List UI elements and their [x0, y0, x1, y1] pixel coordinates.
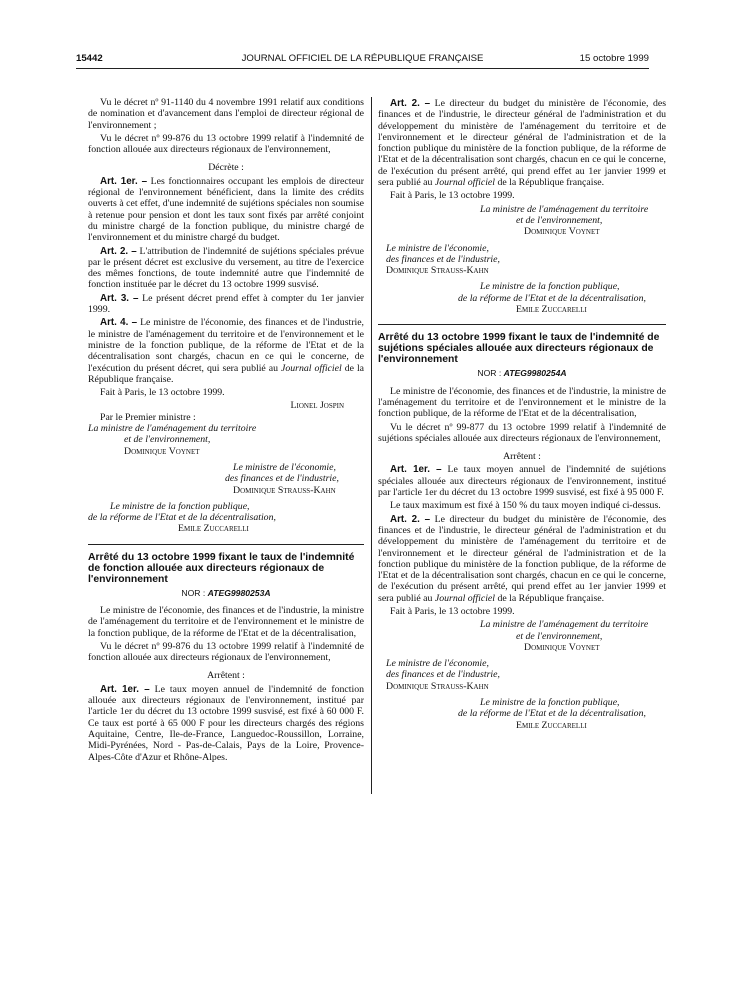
signature-title: Le ministre de la fonction publique,: [480, 281, 620, 293]
article-label: Art. 1er. –: [100, 175, 148, 187]
signature-title: La ministre de l'aménagement du territoire: [480, 619, 649, 631]
visa-paragraph: Vu le décret nº 99-876 du 13 octobre 1999 relatif à l'indemnité de fonction allouée aux directeurs régionaux de l'environnement,: [88, 132, 364, 156]
signature-title: La ministre de l'aménagement du territoire: [480, 203, 649, 215]
article-1-paragraph: Le taux maximum est fixé à 150 % du taux moyen indiqué ci-dessus.: [390, 500, 661, 512]
signatory-name: Emile Zuccarelli: [516, 719, 587, 731]
preamble: Le ministre de l'économie, des finances et de l'industrie, la ministre de l'aménagement du territoire et de l'environnement et le ministre de la fonction publique, de la réforme de l'Etat et de la décentralisation,: [88, 604, 364, 639]
article-text: Le taux moyen annuel de l'indemnité de fonction allouée aux directeurs régionaux de l'environnement, institué par l'article 1er du décret du 13 octobre 1999 susvisé, est fixé à 60 000 F. Ce taux est porté à 65 000 F pour les directeurs chargés des régions Aquitaine, Centre, Ile-de-France, Languedoc-Roussillon, Lorraine, Midi-Pyrénées, Nord - Pas-de-Calais, Pays de la Loire, Provence-Alpes-Côte d'Azur et Rhône-Alpes.: [88, 683, 365, 763]
article-3: [88, 293, 364, 316]
signature-title: et de l'environnement,: [516, 214, 603, 226]
header-rule: [76, 68, 649, 69]
article-label: Art. 3. –: [100, 292, 139, 304]
nor-code: ATEG9980253A: [207, 587, 271, 598]
signatory-name: Dominique Strauss-Kahn: [386, 265, 489, 277]
section-rule: [378, 324, 666, 325]
signature-title: de la réforme de l'Etat et de la décentralisation,: [458, 708, 646, 720]
signature-title: de la réforme de l'Etat et de la décentralisation,: [458, 292, 646, 304]
visa-paragraph: Vu le décret nº 99-876 du 13 octobre 1999 relatif à l'indemnité de fonction allouée aux directeurs régionaux de l'environnement,: [88, 640, 364, 664]
signature-block: [378, 697, 666, 731]
article-text: Le directeur du budget du ministère de l'économie, des finances et de l'industrie, le directeur général de l'administration et du développement du ministère de l'aménagement du territoire et de l'environnement et le directeur général de l'administration et de la fonction publique du ministère de la fonction publique, de la réforme de l'Etat et de la décentralisation sont chargés, chacun en ce qui le concerne, de l'exécution du présent arrêté, qui prend effet au 1er janvier 1999 et sera publié au: [378, 513, 667, 604]
right-column: [378, 98, 666, 731]
signature-title: Le ministre de l'économie,: [233, 461, 336, 473]
article-text: Les fonctionnaires occupant les emplois de directeur régional de l'environnement bénéficient, dans la limite des crédits ouverts à cet effet, d'une indemnité de sujétions spéciales non soumise à retenue pour pension et dont les taux sont fixés par arrêté conjoint du ministre chargé de la fonction publique, du ministre chargé de l'environnement et du ministre chargé du budget.: [88, 175, 364, 244]
signature-title: Le ministre de l'économie,: [386, 242, 489, 254]
signature-title: Le ministre de la fonction publique,: [110, 500, 250, 512]
signature-title: des finances et de l'industrie,: [386, 669, 500, 681]
article-text: de la République française.: [497, 177, 605, 189]
signatory-name: Dominique Voynet: [124, 445, 200, 457]
signatory-name: Dominique Strauss-Kahn: [386, 680, 489, 692]
article-label: Art. 2. –: [100, 245, 137, 257]
journal-officiel-ref: Journal officiel: [434, 177, 495, 189]
article-text: de la République française.: [88, 362, 365, 385]
fait-line: Fait à Paris, le 13 octobre 1999.: [100, 387, 225, 399]
nor-reference: [88, 588, 364, 599]
signatory-name: Emile Zuccarelli: [178, 523, 249, 535]
column-separator: [371, 97, 372, 794]
fait-line: Fait à Paris, le 13 octobre 1999.: [390, 605, 515, 617]
article-2: [378, 98, 666, 188]
nor-code: ATEG9980254A: [503, 368, 567, 379]
article-4: [88, 317, 364, 385]
article-1: [88, 684, 364, 763]
signature-block: [378, 658, 666, 692]
signature-block: [378, 243, 666, 277]
page-number: 15442: [76, 53, 103, 64]
arretent-heading: Arrêtent :: [503, 451, 541, 463]
signature-block: [88, 501, 364, 535]
visa-paragraph: Vu le décret nº 99-877 du 13 octobre 1999 relatif à l'indemnité de sujétions spéciales allouée aux directeurs régionaux de l'environnement,: [378, 421, 666, 444]
left-column: [88, 97, 364, 765]
signature-block: [88, 462, 364, 496]
signature-title: Le ministre de la fonction publique,: [480, 697, 620, 709]
signature-title: Le ministre de l'économie,: [386, 658, 489, 670]
signature-title: La ministre de l'aménagement du territoire: [88, 423, 257, 435]
signature-block: [378, 204, 666, 238]
article-label: Art. 2. –: [390, 98, 431, 109]
journal-officiel-ref: Journal officiel: [281, 362, 342, 374]
signature-title: et de l'environnement,: [124, 434, 211, 446]
journal-title: JOURNAL OFFICIEL DE LA RÉPUBLIQUE FRANÇAISE: [241, 53, 484, 64]
article-label: Art. 2. –: [390, 513, 431, 525]
signature-title: de la réforme de l'Etat et de la décentralisation,: [88, 512, 276, 524]
signatory-name: Emile Zuccarelli: [516, 304, 587, 316]
signatory-name: Dominique Strauss-Kahn: [233, 484, 336, 496]
article-text: L'attribution de l'indemnité de sujétions spéciales prévue par le présent décret est exclusive du versement, au titre de l'exercice des mêmes fonctions, de toute indemnité autre que l'indemnité de fonction instituée par le décret du 13 octobre 1999 susvisé.: [88, 245, 365, 291]
signature-title: des finances et de l'industrie,: [386, 253, 500, 265]
arrete-title: Arrêté du 13 octobre 1999 fixant le taux de l'indemnité de fonction allouée aux directeurs régionaux de l'environnement: [88, 551, 355, 585]
issue-date: 15 octobre 1999: [579, 53, 649, 64]
section-rule: [88, 544, 364, 545]
signatory-name: Dominique Voynet: [524, 226, 600, 238]
arrete-title: Arrêté du 13 octobre 1999 fixant le taux de l'indemnité de sujétions spéciales allouée aux directeurs régionaux de l'environnement: [378, 332, 660, 366]
article-2: [88, 246, 364, 291]
article-text: Le présent décret prend effet à compter du 1er janvier 1999.: [88, 292, 364, 316]
signatory-name: Dominique Voynet: [524, 641, 600, 653]
article-label: Art. 4. –: [100, 317, 138, 329]
nor-label: NOR :: [181, 587, 206, 598]
signature-title: des finances et de l'industrie,: [225, 473, 339, 485]
arretent-heading: Arrêtent :: [207, 670, 245, 682]
par-line: Par le Premier ministre :: [100, 411, 196, 423]
nor-label: NOR :: [477, 368, 502, 379]
article-1: [378, 464, 666, 498]
nor-reference: [378, 368, 666, 379]
fait-line: Fait à Paris, le 13 octobre 1999.: [390, 190, 515, 202]
signature-title: et de l'environnement,: [516, 630, 603, 642]
article-1: [88, 176, 364, 244]
article-text: de la République française.: [497, 592, 605, 604]
decrete-heading: Décrète :: [208, 162, 244, 174]
article-text: Le ministre de l'économie, des finances et de l'industrie, le ministre de l'aménagement du territoire et de l'environnement et le ministre de la fonction publique, de la réforme de l'Etat et de la décentralisation sont chargés, chacun en ce qui le concerne, de l'exécution du présent décret, qui sera publié au: [88, 317, 365, 374]
article-label: Art. 1er. –: [390, 464, 442, 476]
article-text: Le directeur du budget du ministère de l'économie, des finances et de l'industrie, le directeur général de l'administration et du développement du ministère de l'aménagement du territoire et de l'environnement et le directeur général de l'administration et de la fonction publique du ministère de la fonction publique, de la réforme de l'Etat et de la décentralisation sont chargés, chacun en ce qui le concerne, de l'exécution du présent arrêté, qui prend effet au 1er janvier 1999 et sera publié au: [378, 98, 667, 189]
page-header: [76, 53, 649, 67]
signatory-name: Lionel Jospin: [290, 400, 344, 412]
preamble: Le ministre de l'économie, des finances et de l'industrie, la ministre de l'aménagement du territoire et de l'environnement et le ministre de la fonction publique, de la réforme de l'Etat et de la décentralisation,: [378, 385, 666, 420]
signature-block: [378, 619, 666, 653]
signature-block: [378, 281, 666, 315]
article-2: [378, 514, 666, 604]
signature-block: [88, 423, 364, 457]
journal-officiel-ref: Journal officiel: [434, 592, 495, 604]
visa-paragraph: Vu le décret nº 91-1140 du 4 novembre 1991 relatif aux conditions de nomination et d'avancement dans l'emploi de directeur régional de l'environnement ;: [88, 97, 364, 131]
article-text: Le taux moyen annuel de l'indemnité de sujétions spéciales allouée aux directeurs régionaux de l'environnement, institué par l'article 1er du décret du 13 octobre 1999 susvisé, est fixé à 95 000 F.: [378, 464, 666, 499]
article-label: Art. 1er. –: [100, 683, 150, 695]
